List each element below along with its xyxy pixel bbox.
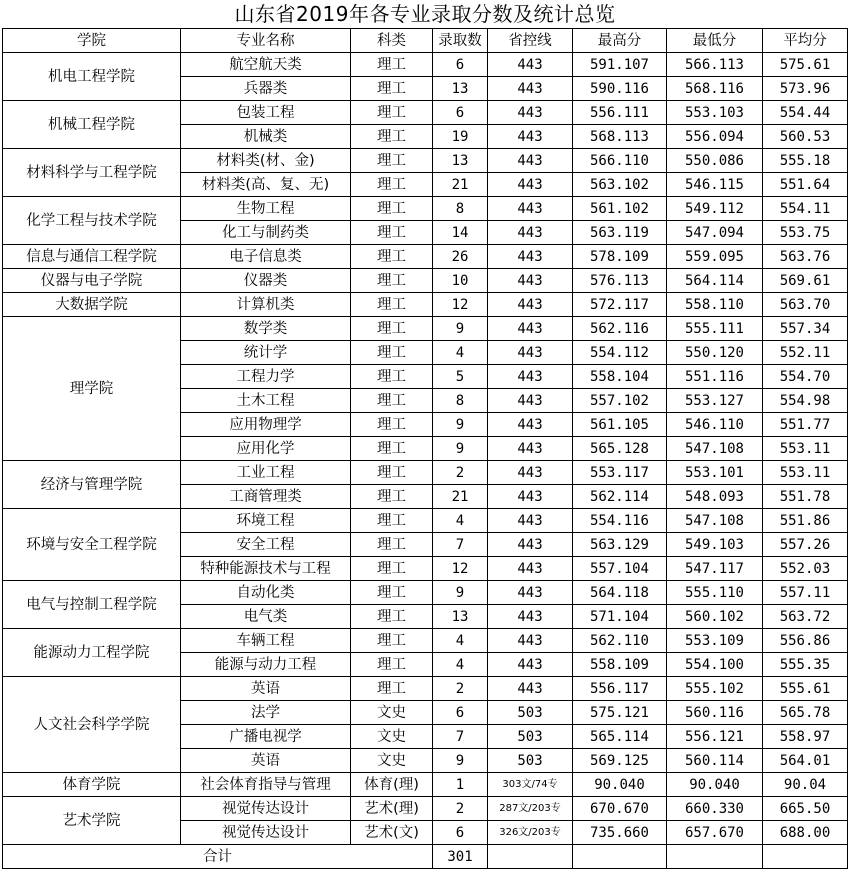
avg-score-cell: 564.01 (763, 749, 848, 773)
control-line-cell: 443 (488, 269, 573, 293)
count-cell: 12 (433, 293, 488, 317)
header-row (3, 29, 848, 53)
avg-score-cell: 563.72 (763, 605, 848, 629)
count-cell: 13 (433, 605, 488, 629)
max-score-cell: 564.118 (573, 581, 667, 605)
header-control-line: 省控线 (488, 29, 573, 53)
count-cell: 9 (433, 437, 488, 461)
min-score-cell: 657.670 (667, 821, 763, 845)
min-score-cell: 553.101 (667, 461, 763, 485)
max-score-cell: 591.107 (573, 53, 667, 77)
control-line-cell: 443 (488, 293, 573, 317)
header-min-score: 最低分 (667, 29, 763, 53)
major-cell: 法学 (181, 701, 351, 725)
max-score-cell: 575.121 (573, 701, 667, 725)
min-score-cell: 547.094 (667, 221, 763, 245)
table-row (3, 797, 848, 821)
count-cell: 6 (433, 821, 488, 845)
count-cell: 8 (433, 197, 488, 221)
max-score-cell: 563.102 (573, 173, 667, 197)
avg-score-cell: 553.11 (763, 437, 848, 461)
avg-score-cell: 554.44 (763, 101, 848, 125)
min-score-cell: 553.103 (667, 101, 763, 125)
table-row (3, 629, 848, 653)
table-row (3, 773, 848, 797)
category-cell: 理工 (351, 629, 433, 653)
empty-cell (488, 845, 573, 869)
major-cell: 电气类 (181, 605, 351, 629)
control-line-cell: 443 (488, 221, 573, 245)
category-cell: 理工 (351, 149, 433, 173)
min-score-cell: 550.086 (667, 149, 763, 173)
category-cell: 理工 (351, 101, 433, 125)
category-cell: 理工 (351, 365, 433, 389)
count-cell: 13 (433, 149, 488, 173)
max-score-cell: 554.112 (573, 341, 667, 365)
control-line-cell: 287文/203专 (488, 797, 573, 821)
avg-score-cell: 557.11 (763, 581, 848, 605)
college-cell: 体育学院 (3, 773, 181, 797)
major-cell: 材料类(高、复、无) (181, 173, 351, 197)
count-cell: 6 (433, 53, 488, 77)
max-score-cell: 562.114 (573, 485, 667, 509)
avg-score-cell: 569.61 (763, 269, 848, 293)
major-cell: 社会体育指导与管理 (181, 773, 351, 797)
table-row (3, 461, 848, 485)
control-line-cell: 443 (488, 365, 573, 389)
avg-score-cell: 557.26 (763, 533, 848, 557)
total-count: 301 (433, 845, 488, 869)
major-cell: 统计学 (181, 341, 351, 365)
max-score-cell: 568.113 (573, 125, 667, 149)
major-cell: 土木工程 (181, 389, 351, 413)
max-score-cell: 569.125 (573, 749, 667, 773)
college-cell: 材料科学与工程学院 (3, 149, 181, 197)
category-cell: 体育(理) (351, 773, 433, 797)
min-score-cell: 546.115 (667, 173, 763, 197)
major-cell: 环境工程 (181, 509, 351, 533)
control-line-cell: 443 (488, 341, 573, 365)
control-line-cell: 443 (488, 605, 573, 629)
category-cell: 理工 (351, 317, 433, 341)
page-title: 山东省2019年各专业录取分数及统计总览 (234, 2, 616, 26)
category-cell: 理工 (351, 293, 433, 317)
college-cell: 化学工程与技术学院 (3, 197, 181, 245)
control-line-cell: 503 (488, 701, 573, 725)
avg-score-cell: 555.61 (763, 677, 848, 701)
category-cell: 文史 (351, 749, 433, 773)
min-score-cell: 555.102 (667, 677, 763, 701)
header-major: 专业名称 (181, 29, 351, 53)
total-label: 合计 (3, 845, 433, 869)
control-line-cell: 503 (488, 749, 573, 773)
min-score-cell: 555.111 (667, 317, 763, 341)
count-cell: 9 (433, 317, 488, 341)
category-cell: 文史 (351, 701, 433, 725)
major-cell: 视觉传达设计 (181, 821, 351, 845)
max-score-cell: 571.104 (573, 605, 667, 629)
max-score-cell: 557.104 (573, 557, 667, 581)
category-cell: 理工 (351, 605, 433, 629)
min-score-cell: 560.114 (667, 749, 763, 773)
control-line-cell: 443 (488, 461, 573, 485)
avg-score-cell: 565.78 (763, 701, 848, 725)
category-cell: 理工 (351, 125, 433, 149)
category-cell: 理工 (351, 653, 433, 677)
max-score-cell: 735.660 (573, 821, 667, 845)
college-cell: 经济与管理学院 (3, 461, 181, 509)
empty-cell (573, 845, 667, 869)
control-line-cell: 443 (488, 581, 573, 605)
major-cell: 英语 (181, 677, 351, 701)
control-line-cell: 443 (488, 629, 573, 653)
major-cell: 计算机类 (181, 293, 351, 317)
min-score-cell: 555.110 (667, 581, 763, 605)
min-score-cell: 547.108 (667, 509, 763, 533)
max-score-cell: 565.128 (573, 437, 667, 461)
count-cell: 4 (433, 629, 488, 653)
category-cell: 理工 (351, 677, 433, 701)
control-line-cell: 443 (488, 245, 573, 269)
max-score-cell: 566.110 (573, 149, 667, 173)
min-score-cell: 556.121 (667, 725, 763, 749)
table-row (3, 677, 848, 701)
admission-score-table (2, 28, 848, 869)
control-line-cell: 443 (488, 101, 573, 125)
avg-score-cell: 553.75 (763, 221, 848, 245)
max-score-cell: 557.102 (573, 389, 667, 413)
count-cell: 6 (433, 101, 488, 125)
max-score-cell: 561.105 (573, 413, 667, 437)
major-cell: 工商管理类 (181, 485, 351, 509)
count-cell: 2 (433, 461, 488, 485)
control-line-cell: 443 (488, 125, 573, 149)
college-cell: 机械工程学院 (3, 101, 181, 149)
control-line-cell: 443 (488, 533, 573, 557)
category-cell: 理工 (351, 557, 433, 581)
min-score-cell: 549.103 (667, 533, 763, 557)
control-line-cell: 443 (488, 53, 573, 77)
count-cell: 4 (433, 653, 488, 677)
college-cell: 环境与安全工程学院 (3, 509, 181, 581)
max-score-cell: 578.109 (573, 245, 667, 269)
category-cell: 理工 (351, 53, 433, 77)
major-cell: 车辆工程 (181, 629, 351, 653)
major-cell: 兵器类 (181, 77, 351, 101)
max-score-cell: 576.113 (573, 269, 667, 293)
max-score-cell: 563.129 (573, 533, 667, 557)
max-score-cell: 556.111 (573, 101, 667, 125)
control-line-cell: 443 (488, 77, 573, 101)
category-cell: 理工 (351, 437, 433, 461)
max-score-cell: 670.670 (573, 797, 667, 821)
major-cell: 仪器类 (181, 269, 351, 293)
college-cell: 仪器与电子学院 (3, 269, 181, 293)
total-row (3, 845, 848, 869)
avg-score-cell: 688.00 (763, 821, 848, 845)
category-cell: 艺术(文) (351, 821, 433, 845)
major-cell: 应用化学 (181, 437, 351, 461)
major-cell: 视觉传达设计 (181, 797, 351, 821)
min-score-cell: 568.116 (667, 77, 763, 101)
avg-score-cell: 556.86 (763, 629, 848, 653)
count-cell: 1 (433, 773, 488, 797)
min-score-cell: 90.040 (667, 773, 763, 797)
avg-score-cell: 552.11 (763, 341, 848, 365)
min-score-cell: 560.102 (667, 605, 763, 629)
count-cell: 21 (433, 485, 488, 509)
category-cell: 理工 (351, 461, 433, 485)
major-cell: 广播电视学 (181, 725, 351, 749)
avg-score-cell: 551.86 (763, 509, 848, 533)
college-cell: 能源动力工程学院 (3, 629, 181, 677)
header-category: 科类 (351, 29, 433, 53)
empty-cell (667, 845, 763, 869)
min-score-cell: 660.330 (667, 797, 763, 821)
category-cell: 理工 (351, 509, 433, 533)
college-cell: 理学院 (3, 317, 181, 461)
min-score-cell: 548.093 (667, 485, 763, 509)
college-cell: 大数据学院 (3, 293, 181, 317)
max-score-cell: 565.114 (573, 725, 667, 749)
avg-score-cell: 575.61 (763, 53, 848, 77)
count-cell: 9 (433, 413, 488, 437)
table-row (3, 149, 848, 173)
header-max-score: 最高分 (573, 29, 667, 53)
min-score-cell: 550.120 (667, 341, 763, 365)
count-cell: 6 (433, 701, 488, 725)
avg-score-cell: 555.35 (763, 653, 848, 677)
avg-score-cell: 557.34 (763, 317, 848, 341)
min-score-cell: 554.100 (667, 653, 763, 677)
major-cell: 应用物理学 (181, 413, 351, 437)
min-score-cell: 559.095 (667, 245, 763, 269)
control-line-cell: 326文/203专 (488, 821, 573, 845)
min-score-cell: 564.114 (667, 269, 763, 293)
avg-score-cell: 554.11 (763, 197, 848, 221)
count-cell: 21 (433, 173, 488, 197)
control-line-cell: 443 (488, 149, 573, 173)
count-cell: 7 (433, 533, 488, 557)
control-line-cell: 443 (488, 317, 573, 341)
major-cell: 材料类(材、金) (181, 149, 351, 173)
max-score-cell: 590.116 (573, 77, 667, 101)
count-cell: 5 (433, 365, 488, 389)
min-score-cell: 553.127 (667, 389, 763, 413)
max-score-cell: 556.117 (573, 677, 667, 701)
empty-cell (763, 845, 848, 869)
count-cell: 2 (433, 797, 488, 821)
category-cell: 理工 (351, 197, 433, 221)
min-score-cell: 566.113 (667, 53, 763, 77)
control-line-cell: 443 (488, 557, 573, 581)
max-score-cell: 561.102 (573, 197, 667, 221)
major-cell: 化工与制药类 (181, 221, 351, 245)
control-line-cell: 443 (488, 173, 573, 197)
min-score-cell: 560.116 (667, 701, 763, 725)
avg-score-cell: 554.70 (763, 365, 848, 389)
major-cell: 工程力学 (181, 365, 351, 389)
avg-score-cell: 560.53 (763, 125, 848, 149)
control-line-cell: 503 (488, 725, 573, 749)
avg-score-cell: 558.97 (763, 725, 848, 749)
count-cell: 4 (433, 341, 488, 365)
avg-score-cell: 90.04 (763, 773, 848, 797)
avg-score-cell: 553.11 (763, 461, 848, 485)
major-cell: 工业工程 (181, 461, 351, 485)
major-cell: 能源与动力工程 (181, 653, 351, 677)
college-cell: 信息与通信工程学院 (3, 245, 181, 269)
control-line-cell: 443 (488, 413, 573, 437)
major-cell: 数学类 (181, 317, 351, 341)
table-row (3, 101, 848, 125)
min-score-cell: 547.108 (667, 437, 763, 461)
category-cell: 理工 (351, 221, 433, 245)
college-cell: 艺术学院 (3, 797, 181, 845)
min-score-cell: 549.112 (667, 197, 763, 221)
major-cell: 自动化类 (181, 581, 351, 605)
max-score-cell: 558.104 (573, 365, 667, 389)
count-cell: 26 (433, 245, 488, 269)
control-line-cell: 443 (488, 197, 573, 221)
control-line-cell: 443 (488, 437, 573, 461)
table-row (3, 269, 848, 293)
avg-score-cell: 551.64 (763, 173, 848, 197)
count-cell: 13 (433, 77, 488, 101)
category-cell: 理工 (351, 389, 433, 413)
major-cell: 机械类 (181, 125, 351, 149)
table-row (3, 197, 848, 221)
major-cell: 生物工程 (181, 197, 351, 221)
control-line-cell: 443 (488, 389, 573, 413)
min-score-cell: 558.110 (667, 293, 763, 317)
avg-score-cell: 665.50 (763, 797, 848, 821)
avg-score-cell: 555.18 (763, 149, 848, 173)
max-score-cell: 562.116 (573, 317, 667, 341)
table-row (3, 293, 848, 317)
count-cell: 4 (433, 509, 488, 533)
min-score-cell: 546.110 (667, 413, 763, 437)
category-cell: 理工 (351, 581, 433, 605)
max-score-cell: 572.117 (573, 293, 667, 317)
category-cell: 理工 (351, 341, 433, 365)
count-cell: 7 (433, 725, 488, 749)
control-line-cell: 443 (488, 485, 573, 509)
max-score-cell: 553.117 (573, 461, 667, 485)
min-score-cell: 547.117 (667, 557, 763, 581)
table-row (3, 509, 848, 533)
table-row (3, 53, 848, 77)
category-cell: 艺术(理) (351, 797, 433, 821)
min-score-cell: 556.094 (667, 125, 763, 149)
category-cell: 理工 (351, 413, 433, 437)
table-row (3, 581, 848, 605)
category-cell: 理工 (351, 533, 433, 557)
avg-score-cell: 554.98 (763, 389, 848, 413)
count-cell: 2 (433, 677, 488, 701)
count-cell: 9 (433, 749, 488, 773)
college-cell: 电气与控制工程学院 (3, 581, 181, 629)
count-cell: 9 (433, 581, 488, 605)
control-line-cell: 443 (488, 653, 573, 677)
category-cell: 理工 (351, 77, 433, 101)
college-cell: 机电工程学院 (3, 53, 181, 101)
major-cell: 包装工程 (181, 101, 351, 125)
category-cell: 理工 (351, 269, 433, 293)
count-cell: 8 (433, 389, 488, 413)
avg-score-cell: 563.76 (763, 245, 848, 269)
avg-score-cell: 552.03 (763, 557, 848, 581)
count-cell: 19 (433, 125, 488, 149)
major-cell: 航空航天类 (181, 53, 351, 77)
category-cell: 理工 (351, 173, 433, 197)
category-cell: 理工 (351, 245, 433, 269)
college-cell: 人文社会科学学院 (3, 677, 181, 773)
control-line-cell: 443 (488, 509, 573, 533)
avg-score-cell: 563.70 (763, 293, 848, 317)
major-cell: 安全工程 (181, 533, 351, 557)
header-avg-score: 平均分 (763, 29, 848, 53)
header-count: 录取数 (433, 29, 488, 53)
major-cell: 电子信息类 (181, 245, 351, 269)
table-row (3, 317, 848, 341)
avg-score-cell: 573.96 (763, 77, 848, 101)
max-score-cell: 554.116 (573, 509, 667, 533)
min-score-cell: 551.116 (667, 365, 763, 389)
count-cell: 14 (433, 221, 488, 245)
max-score-cell: 562.110 (573, 629, 667, 653)
control-line-cell: 443 (488, 677, 573, 701)
avg-score-cell: 551.77 (763, 413, 848, 437)
category-cell: 文史 (351, 725, 433, 749)
max-score-cell: 563.119 (573, 221, 667, 245)
avg-score-cell: 551.78 (763, 485, 848, 509)
min-score-cell: 553.109 (667, 629, 763, 653)
count-cell: 12 (433, 557, 488, 581)
count-cell: 10 (433, 269, 488, 293)
major-cell: 英语 (181, 749, 351, 773)
max-score-cell: 558.109 (573, 653, 667, 677)
control-line-cell: 303文/74专 (488, 773, 573, 797)
category-cell: 理工 (351, 485, 433, 509)
table-row (3, 245, 848, 269)
major-cell: 特种能源技术与工程 (181, 557, 351, 581)
header-college: 学院 (3, 29, 181, 53)
max-score-cell: 90.040 (573, 773, 667, 797)
